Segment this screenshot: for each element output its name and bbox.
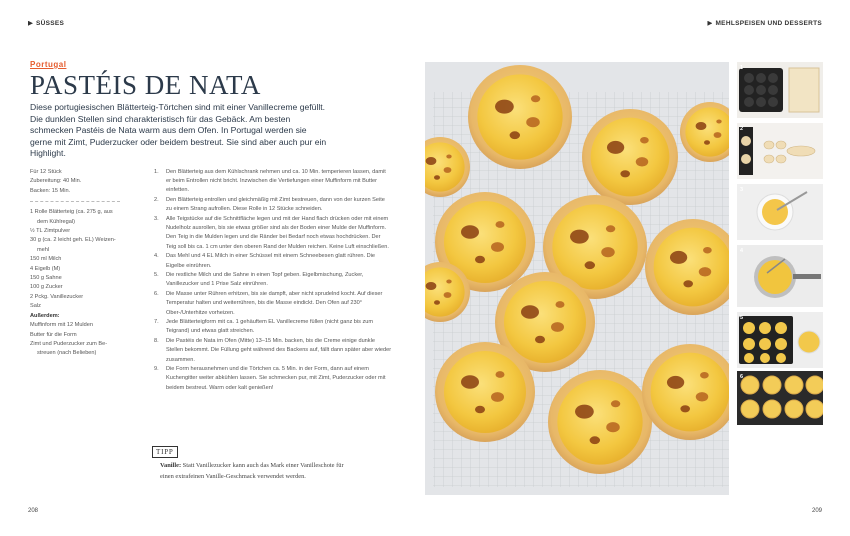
step-text: Die Form herausnehmen und die Törtchen ca. 5 Min. in der Form, dann auf einem Kuchengitter weiter abkühlen lassen. Sie schmecken pur, mit Zimt, Puderzucker oder mit beidem bestreut. Warm oder kalt genießen! <box>166 366 386 391</box>
method-step <box>152 365 392 393</box>
custard-tart <box>468 65 572 169</box>
recipe-title: PASTÉIS DE NATA <box>30 70 261 100</box>
extra-item: Muffinform mit 12 Mulden <box>30 322 94 329</box>
bake-time: Backen: 15 Min. <box>30 187 71 194</box>
step-number: 8. <box>154 338 159 345</box>
step-number: 5. <box>154 272 159 279</box>
filling-tin-image <box>737 312 823 368</box>
step-number: 1. <box>154 169 159 175</box>
method-step <box>152 168 392 196</box>
tip-body: Statt Vanillezucker kann auch das Mark einer Vanilleschote für einen extrafeinen Vanille-Geschmack verwendet werden. <box>160 462 344 480</box>
step-photo-1 <box>737 62 823 118</box>
custard-tart <box>435 342 535 442</box>
muffin-tin-image <box>737 62 823 118</box>
main-photo-tarts <box>425 62 729 495</box>
step-number: 3. <box>154 216 159 223</box>
method-step <box>152 196 392 214</box>
step-photo-number: 5 <box>740 315 744 321</box>
ingredient-item: 150 ml Milch <box>30 256 62 263</box>
step-text: Die restliche Milch und die Sahne in einen Topf geben. Eigelbmischung, Zucker, Vanillezucker und 1 Prise Salz einrühren. <box>166 272 364 288</box>
saucepan-image <box>737 245 823 307</box>
ingredient-item: 4 Eigelb (M) <box>30 265 61 272</box>
step-text: Das Mehl und 4 EL Milch in einer Schüssel mit einem Schneebesen glatt rühren. Die Eigelbe einrühren. <box>166 253 376 269</box>
method-step <box>152 271 392 289</box>
method-step <box>152 215 392 252</box>
recipe-intro: Diese portugiesischen Blätterteig-Törtchen sind mit einer Vanillecreme gefüllt. Die dunklen Stellen sind charakteristisch für das Gebäck. Am besten schmecken Pastéis de Nata warm aus dem Ofen. In Portugal werden sie gerne mit Zimt, Puderzucker oder beidem bestreut. Sie sind aber auch pur ein Highlight. <box>30 102 327 158</box>
method-steps <box>152 168 392 393</box>
running-head-left <box>28 20 64 27</box>
ingredient-item: 30 g (ca. 2 leicht geh. EL) Weizen- <box>30 237 116 244</box>
step-number: 6. <box>154 291 159 298</box>
step-text: Die Pastéis de Nata im Ofen (Mitte) 13–15 Min. backen, bis die Creme einige dunkle Stellen bekommt. Die Füllung geht während des Backens auf, fällt dann später aber wieder zusammen. <box>166 338 392 363</box>
ingredient-item: Salz <box>30 303 41 310</box>
method-step <box>152 318 392 336</box>
step-photo-5 <box>737 312 823 368</box>
step-text: Den Blätterteig entrollen und gleichmäßig mit Zimt bestreuen, dann von der kurzen Seite zu einem Strang aufrollen. Diese Rolle in 12 Stücke schneiden. <box>166 197 385 213</box>
running-head-left-text: SÜSSES <box>36 20 65 27</box>
dough-rolls-image <box>737 123 823 179</box>
arrow-mark-icon <box>28 21 33 26</box>
step-photo-number: 6 <box>740 374 744 380</box>
extras-heading: Außerdem: <box>30 312 60 319</box>
step-photo-4 <box>737 245 823 307</box>
step-photo-6 <box>737 371 823 425</box>
step-photo-3 <box>737 184 823 240</box>
running-head-right-text: MEHLSPEISEN UND DESSERTS <box>715 20 822 27</box>
step-photo-number: 4 <box>740 248 744 254</box>
step-number: 9. <box>154 366 159 373</box>
method-step <box>152 337 392 365</box>
tip-text <box>160 460 348 482</box>
ingredient-list <box>30 208 138 311</box>
step-photo-2 <box>737 123 823 179</box>
ingredient-item: dem Kühlregal) <box>37 218 75 225</box>
method-step <box>152 252 392 270</box>
ingredients-column <box>30 168 138 359</box>
ingredient-item: 150 g Sahne <box>30 275 62 282</box>
arrow-mark-icon <box>707 21 712 26</box>
ingredient-item: mehl <box>37 246 50 253</box>
baked-tarts-tin-image <box>737 371 823 425</box>
ingredient-item: 2 Pckg. Vanillezucker <box>30 293 84 300</box>
tip-badge: TIPP <box>152 446 178 458</box>
step-text: Die Masse unter Rühren erhitzen, bis sie dampft, aber nicht sprudelnd kocht. Auf dieser Temperatur halten und weiterrühren, bis die Masse eindickt. Den Ofen auf 230° Ober-/Unterhitze vorheizen. <box>166 291 383 316</box>
tarts-on-rack-image <box>425 62 729 495</box>
ingredient-item: ½ TL Zimtpulver <box>30 228 71 235</box>
extra-item: Butter für die Form <box>30 331 77 338</box>
whisking-bowl-image <box>737 184 823 240</box>
ingredient-item: 100 g Zucker <box>30 284 63 291</box>
tip-lead: Vanille: <box>160 462 182 469</box>
step-number: 2. <box>154 197 159 204</box>
prep-time: Zubereitung: 40 Min. <box>30 178 82 185</box>
ingredient-item: 1 Rolle Blätterteig (ca. 275 g, aus <box>30 209 113 216</box>
step-text: Den Blätterteig aus dem Kühlschrank nehmen und ca. 10 Min. temperieren lassen, damit er beim Entrollen nicht bricht. Inzwischen die Vertiefungen einer Muffinform mit Butter einfetten. <box>166 169 386 194</box>
page-number-right: 209 <box>811 508 822 514</box>
extra-item: streuen (nach Belieben) <box>37 350 97 357</box>
extra-item: Zimt und Puderzucker zum Be- <box>30 340 108 347</box>
custard-tart <box>548 370 652 474</box>
step-photo-number: 2 <box>740 126 744 132</box>
page-number-left: 208 <box>28 508 39 514</box>
method-step <box>152 290 392 318</box>
step-text: Alle Teigstücke auf die Schnittfläche legen und mit der Hand flach drücken oder mit einem Nudelholz ausrollen, bis sie etwas größer sind als der Boden einer Mulde der Muffinform. Den Teig in die Mulden legen und die Ränder bei Bedarf noch etwas hochdrücken. Der Teig soll bis ca. 1 cm unter den oberen Rand der Mulden reichen. Keine Luft einschließen. <box>166 216 389 250</box>
running-head-right <box>707 20 822 27</box>
step-text: Jede Blätterteigform mit ca. 1 gehäuftem EL Vanillecreme füllen (nicht ganz bis zum Teigrand) und etwas glatt streichen. <box>166 319 374 335</box>
recipe-region: Portugal <box>30 60 67 69</box>
step-photo-number: 3 <box>740 187 744 193</box>
divider <box>30 201 120 202</box>
yield: Für 12 Stück <box>30 169 62 175</box>
step-photo-number: 1 <box>740 65 744 71</box>
step-number: 7. <box>154 319 159 326</box>
custard-tart <box>582 109 678 205</box>
extras-list <box>30 321 138 359</box>
step-number: 4. <box>154 253 159 260</box>
